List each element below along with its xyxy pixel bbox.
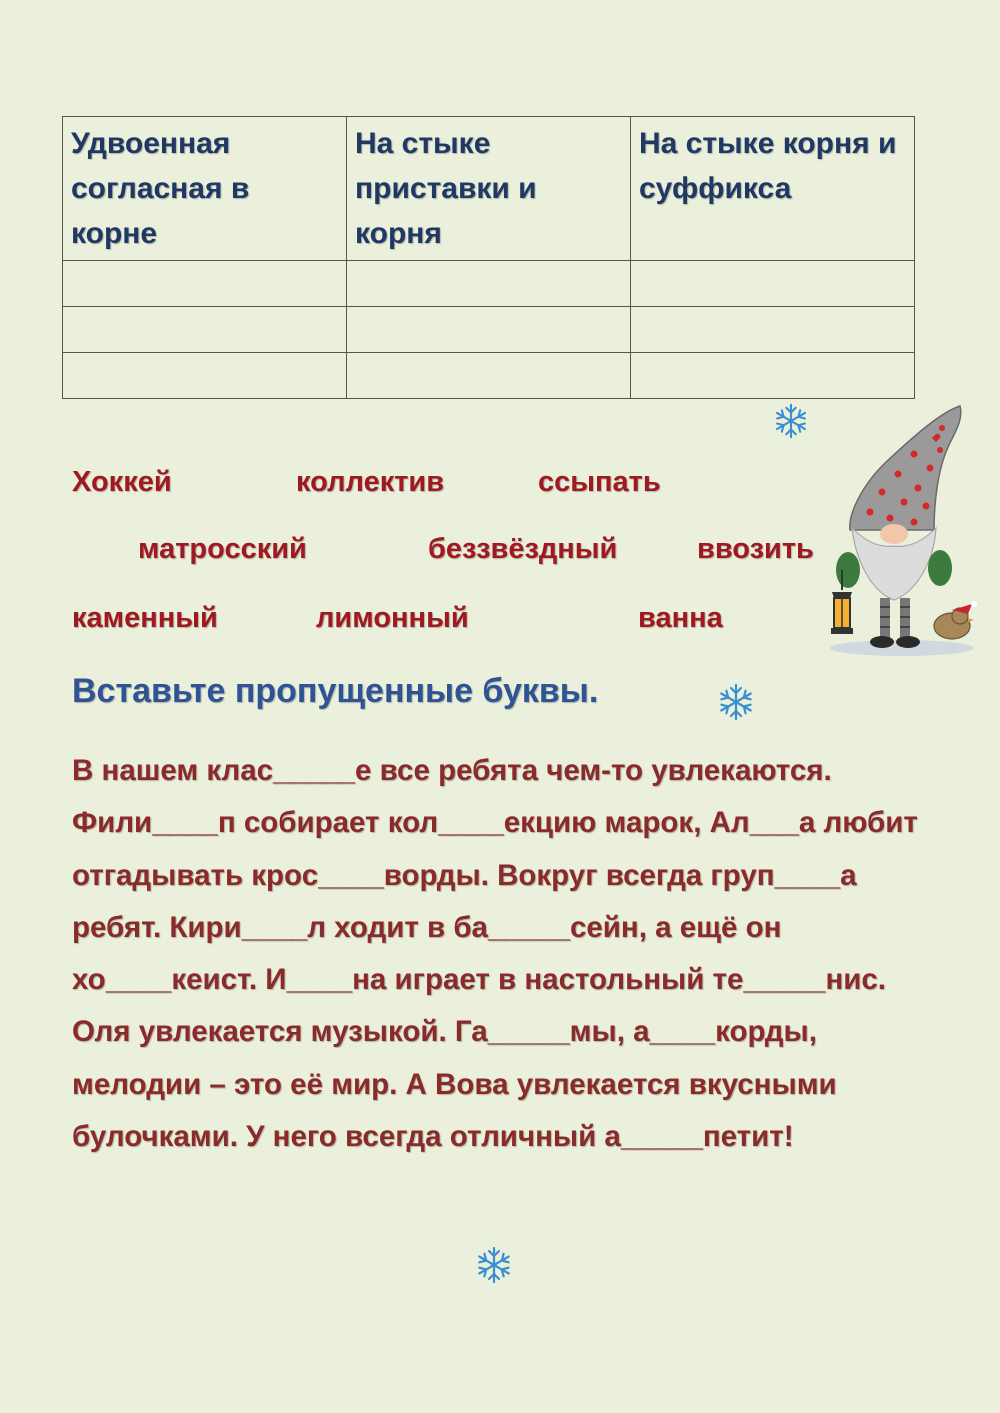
- column-header: На стыке приставки и корня: [347, 117, 631, 261]
- sorting-table: [62, 116, 915, 399]
- gnome-illustration: [822, 402, 984, 660]
- table-header-row: [63, 117, 915, 261]
- word-card[interactable]: лимонный: [316, 602, 469, 634]
- column-header: Удвоенная согласная в корне: [63, 117, 347, 261]
- word-card[interactable]: каменный: [72, 602, 218, 634]
- table-row: [63, 261, 915, 307]
- answer-cell[interactable]: [63, 307, 347, 353]
- snowflake-icon: [716, 682, 756, 722]
- answer-cell[interactable]: [63, 261, 347, 307]
- exercise-heading: Вставьте пропущенные буквы.: [72, 672, 599, 710]
- snowflake-icon: [772, 402, 810, 440]
- exercise-text: В нашем клас_____е все ребята чем-то увлекаются. Фили____п собирает кол____екцию марок, Ал___а любит отгадывать крос____ворды. Вокруг всегда груп____а ребят. Кири____л ходит в ба_____сейн, а ещё он хо____кеист. И____на играет в настольный те_____нис. Оля увлекается музыкой. Га_____мы, а____корды, мелодии – это её мир. А Вова увлекается вкусными булочками. У него всегда отличный а_____петит!: [72, 754, 918, 1154]
- answer-cell[interactable]: [631, 307, 915, 353]
- column-header: На стыке корня и суффикса: [631, 117, 915, 261]
- word-card[interactable]: ванна: [638, 602, 723, 634]
- answer-cell[interactable]: [347, 261, 631, 307]
- table-row: [63, 307, 915, 353]
- snowflake-icon: [474, 1245, 514, 1285]
- word-card[interactable]: беззвёздный: [428, 533, 618, 565]
- word-card[interactable]: Хоккей: [72, 466, 172, 498]
- answer-cell[interactable]: [631, 353, 915, 399]
- word-card[interactable]: ввозить: [697, 533, 814, 565]
- table-row: [63, 353, 915, 399]
- word-card[interactable]: коллектив: [296, 466, 445, 498]
- word-card[interactable]: матросский: [138, 533, 307, 565]
- answer-cell[interactable]: [63, 353, 347, 399]
- answer-cell[interactable]: [347, 353, 631, 399]
- answer-cell[interactable]: [631, 261, 915, 307]
- word-card[interactable]: ссыпать: [538, 466, 661, 498]
- answer-cell[interactable]: [347, 307, 631, 353]
